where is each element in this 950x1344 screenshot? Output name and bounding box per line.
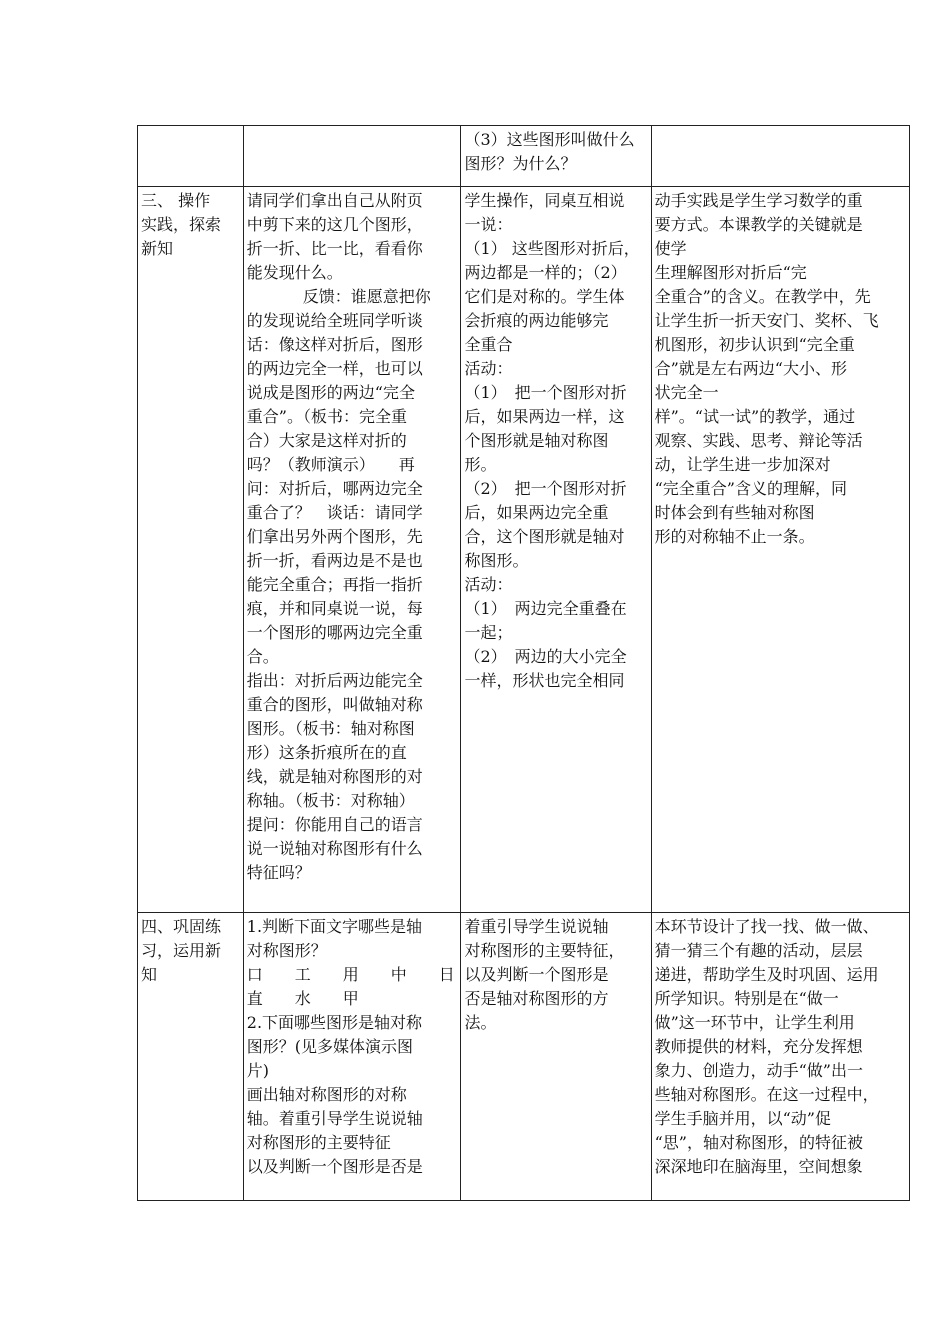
student-activity-cell [461,187,651,913]
text-line: 后，如果两边完全重 [464,503,609,522]
text-line: 着重引导学生说说轴 [464,917,609,936]
text-line: 线，就是轴对称图形的对 [246,767,423,786]
text-line: 称轴。（板书：对称轴） [246,791,415,810]
text-line: 本环节设计了找一找、做一做、 [654,917,879,936]
text-line: 对称图形的主要特征 [246,1133,391,1152]
text-line: 生理解图形对折后“完 [654,263,807,282]
design-intent-cell [651,187,909,913]
text-line: 合。 [246,647,279,666]
text-line: 对称图形？ [246,941,327,960]
text-line: 直 水 甲 [246,989,359,1008]
text-line: 合”就是左右两边“大小、形 [654,359,847,378]
text-line: 以及判断一个图形是 [464,965,609,984]
design-intent-cell [651,126,909,187]
text-line: 说一说轴对称图形有什么 [246,839,423,858]
table-row [138,126,910,187]
text-line: （2） 把一个图形对折 [464,479,627,498]
text-line: 中剪下来的这几个图形， [246,215,423,234]
text-line: 指出：对折后两边能完全 [246,671,423,690]
text-line: 重合了？ 谈话：请同学 [246,503,423,522]
text-line: 要方式。本课教学的关键就是 [654,215,863,234]
text-line: 折一折，看两边是不是也 [246,551,423,570]
text-line: 机图形，初步认识到“完全重 [654,335,855,354]
stage-cell [138,913,244,1201]
text-line: 话：像这样对折后，图形 [246,335,423,354]
text-line: 全重合”的含义。在教学中，先 [654,287,871,306]
text-line: 提问：你能用自己的语言 [246,815,423,834]
text-line: 些轴对称图形。在这一过程中， [654,1085,879,1104]
text-line: 活动： [464,359,513,378]
text-line: 两边都是一样的；（2） [464,263,627,282]
text-line: 1.判断下面文字哪些是轴 [246,917,423,936]
text-line: 样”。“试一试”的教学，通过 [654,407,856,426]
text-line: 所学知识。特别是在“做一 [654,989,839,1008]
text-line: 痕，并和同桌说一说，每 [246,599,423,618]
text-line: 时体会到有些轴对称图 [654,503,815,522]
text-line: 教师提供的材料，充分发挥想 [654,1037,863,1056]
text-line: 让学生折一折天安门、奖杯、飞 [654,311,879,330]
text-line: 重合”。（板书：完全重 [246,407,407,426]
text-line: 全重合 [464,335,513,354]
text-line: “思”，轴对称图形，的特征被 [654,1133,863,1152]
text-line: 口 工 用 中 日 [246,965,455,984]
text-line: 递进，帮助学生及时巩固、运用 [654,965,879,984]
text-line: 图形？(见多媒体演示图 [246,1037,414,1056]
text-line: 合）大家是这样对折的 [246,431,407,450]
text-line: 的发现说给全班同学听谈 [246,311,423,330]
text-line: 称图形。 [464,551,529,570]
text-line: 形）这条折痕所在的直 [246,743,407,762]
text-line: 活动： [464,575,513,594]
text-line: 会折痕的两边能够完 [464,311,609,330]
text-line: 使学 [654,239,687,258]
text-line: 一样，形状也完全相同 [464,671,625,690]
text-line: 画出轴对称图形的对称 [246,1085,407,1104]
lesson-plan-table [137,125,910,1201]
text-line: 反馈：谁愿意把你 [302,287,431,306]
text-line: 折一折、比一比，看看你 [246,239,423,258]
text-line: （1） 这些图形对折后， [464,239,640,258]
text-line: 做”这一环节中，让学生利用 [654,1013,855,1032]
stage-label: 三、 操作 [141,191,211,210]
text-line: 后，如果两边一样，这 [464,407,625,426]
stage-label: 实践，探索 [141,215,222,234]
design-intent-cell [651,913,909,1201]
text-line: 片) [246,1061,270,1080]
text-line: 图形？为什么？ [464,154,577,173]
stage-label: 四、巩固练 [141,917,222,936]
text-line: 一个图形的哪两边完全重 [246,623,423,642]
text-line: 猜一猜三个有趣的活动，层层 [654,941,863,960]
stage-label: 习，运用新 [141,941,222,960]
stage-cell [138,126,244,187]
text-line: 轴。着重引导学生说说轴 [246,1109,423,1128]
text-line: 能发现什么。 [246,263,343,282]
text-line: 状完全一 [654,383,719,402]
text-line: 动，让学生进一步加深对 [654,455,831,474]
text-line: 象力、创造力，动手“做”出一 [654,1061,863,1080]
text-line: 合，这个图形就是轴对 [464,527,625,546]
text-line: （1） 两边完全重叠在 [464,599,627,618]
table-row [138,913,910,1201]
text-line: 吗？（教师演示） 再 [246,455,415,474]
text-line: 形的对称轴不止一条。 [654,527,815,546]
text-line: 观察、实践、思考、辩论等活 [654,431,863,450]
text-line: 重合的图形，叫做轴对称 [246,695,423,714]
text-line: 学生手脑并用，以“动”促 [654,1109,831,1128]
teacher-activity-cell [243,913,461,1201]
text-line: 动手实践是学生学习数学的重 [654,191,863,210]
teacher-activity-cell [243,187,461,913]
text-line: 对称图形的主要特征， [464,941,625,960]
text-line: 的两边完全一样，也可以 [246,359,423,378]
text-line: （1） 把一个图形对折 [464,383,627,402]
teacher-activity-cell [243,126,461,187]
text-line: “完全重合”含义的理解，同 [654,479,847,498]
stage-label: 新知 [141,239,174,258]
text-line: 个图形就是轴对称图 [464,431,609,450]
student-activity-cell [461,913,651,1201]
text-line: 2.下面哪些图形是轴对称 [246,1013,423,1032]
text-line: 能完全重合；再指一指折 [246,575,423,594]
text-line: 它们是对称的。学生体 [464,287,625,306]
text-line: （2） 两边的大小完全 [464,647,627,666]
text-line: 说成是图形的两边“完全 [246,383,415,402]
text-line: 一说： [464,215,513,234]
stage-label: 知 [141,965,158,984]
text-line: 以及判断一个图形是否是 [246,1157,423,1176]
text-line: 学生操作，同桌互相说 [464,191,625,210]
text-line: 图形。（板书：轴对称图 [246,719,415,738]
text-line: 问：对折后，哪两边完全 [246,479,423,498]
text-line: （3）这些图形叫做什么 [464,130,635,149]
text-line: 特征吗？ [246,863,311,882]
text-line: 深深地印在脑海里，空间想象 [654,1157,863,1176]
text-line: 形。 [464,455,497,474]
text-line: 们拿出另外两个图形，先 [246,527,423,546]
text-line: 法。 [464,1013,497,1032]
student-activity-cell [461,126,651,187]
text-line: 请同学们拿出自己从附页 [246,191,423,210]
text-line: 否是轴对称图形的方 [464,989,609,1008]
text-line: 一起； [464,623,513,642]
table-row [138,187,910,913]
stage-cell [138,187,244,913]
